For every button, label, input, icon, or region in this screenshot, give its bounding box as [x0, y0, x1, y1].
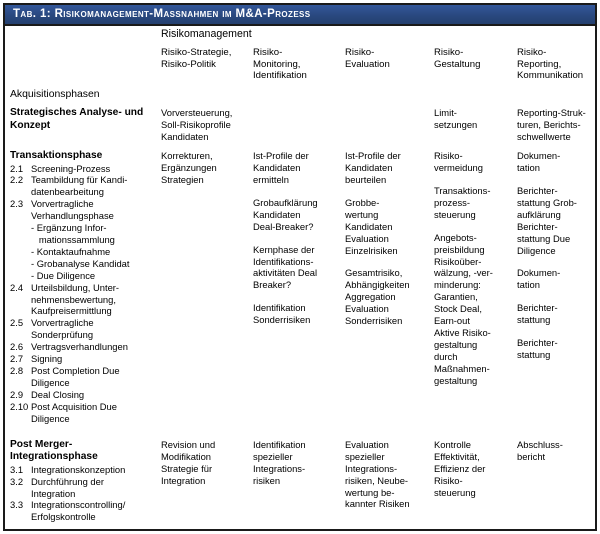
section-spacer-cell — [248, 86, 340, 104]
phase-step — [10, 329, 151, 341]
reporting-line: tation — [517, 279, 540, 291]
phase-step-number — [10, 186, 31, 198]
phase-step — [10, 365, 151, 377]
reporting-line: tation — [517, 162, 540, 174]
gestaltung-block — [434, 232, 507, 387]
strategie-line: Soll-Risikoprofile — [161, 119, 231, 131]
phase-step — [10, 488, 151, 500]
monitoring-line: Kandidaten — [253, 208, 301, 220]
evaluation-line: wertung — [345, 208, 379, 220]
evaluation-line: risiken, Neube- — [345, 474, 409, 486]
evaluation-line: Gesamtrisiko, — [345, 267, 403, 279]
reporting-block — [517, 337, 594, 361]
phase-step-number — [10, 305, 31, 317]
reporting-line: Reporting-Struk- — [517, 107, 586, 119]
phase-step-number — [10, 294, 31, 306]
column-header-line: Risiko- — [434, 47, 464, 59]
phase-step-number — [10, 329, 31, 341]
evaluation-line: Grobbe- — [345, 196, 380, 208]
gestaltung-line: Risiko- — [434, 474, 463, 486]
phase-step-label: Verhandlungsphase — [31, 210, 114, 222]
reporting-line: Berichter- — [517, 220, 558, 232]
reporting-line: bericht — [517, 450, 546, 462]
phase-step — [10, 317, 151, 329]
gestaltung-line: Aktive Risiko- — [434, 326, 491, 338]
evaluation-line: Evaluation — [345, 438, 389, 450]
gestaltung-line: Risikoüber- — [434, 255, 482, 267]
monitoring-line: Identifikations- — [253, 255, 314, 267]
evaluation-line: Integrations- — [345, 462, 398, 474]
evaluation-block — [345, 150, 424, 186]
cell-risiko-strategie — [156, 436, 248, 529]
phase-step-label: Durchführung der — [31, 475, 104, 487]
gestaltung-line: durch — [434, 350, 458, 362]
phase-step-label: Integrationskonzeption — [31, 463, 126, 475]
phase-step — [10, 341, 151, 353]
phase-step — [10, 413, 151, 425]
strategie-line: Strategie für — [161, 462, 213, 474]
evaluation-line: wertung be- — [345, 486, 395, 498]
monitoring-line: Grobaufklärung — [253, 196, 318, 208]
evaluation-line: Evaluation — [345, 232, 389, 244]
phase-step-label: Vorvertragliche — [31, 198, 94, 210]
reporting-line: aufklärung — [517, 208, 561, 220]
phase-step-number: 2.4 — [10, 281, 24, 293]
monitoring-line: aktivitäten Deal — [253, 267, 318, 279]
evaluation-line: kannter Risiken — [345, 498, 410, 510]
monitoring-line: Integrations- — [253, 462, 306, 474]
monitoring-block — [253, 197, 335, 233]
reporting-line: stattung — [517, 348, 551, 360]
gestaltung-line: Kontrolle — [434, 438, 472, 450]
monitoring-block — [253, 244, 335, 292]
reporting-line: Diligence — [517, 244, 556, 256]
phase-step — [10, 163, 151, 175]
column-header-risiko-evaluation — [340, 44, 429, 86]
reporting-line: Dokumen- — [517, 267, 561, 279]
gestaltung-line: Stock Deal, — [434, 303, 482, 315]
phase-step — [10, 499, 151, 511]
phase-step-list — [10, 163, 151, 425]
gestaltung-line: Transaktions- — [434, 184, 491, 196]
phase-step-number — [10, 210, 31, 222]
phase-title: Konzept — [10, 119, 51, 131]
phase-step-label: Kaufpreisermittlung — [31, 305, 112, 317]
phase-step-label: Post Completion Due — [31, 364, 120, 376]
strategie-line: Vorversteuerung, — [161, 107, 233, 119]
table-row — [5, 147, 599, 436]
section-spacer-cell — [340, 86, 429, 104]
phase-cell — [5, 104, 156, 147]
monitoring-line: spezieller — [253, 450, 293, 462]
phase-step-number: 2.2 — [10, 174, 24, 186]
phase-step-number: 2.6 — [10, 341, 24, 353]
monitoring-block — [253, 439, 335, 487]
reporting-line: stattung — [517, 314, 551, 326]
column-header-risiko-gestaltung — [429, 44, 512, 86]
evaluation-line: Sonderrisiken — [345, 315, 403, 327]
monitoring-line: Deal-Breaker? — [253, 220, 314, 232]
cell-risiko-strategie — [156, 147, 248, 436]
strategie-line: Modifikation — [161, 450, 212, 462]
evaluation-line: beurteilen — [345, 173, 387, 185]
strategie-line: Revision und — [161, 438, 216, 450]
phase-step — [10, 476, 151, 488]
column-header-line: Identifikation — [253, 70, 307, 82]
evaluation-line: Aggregation — [345, 291, 396, 303]
gestaltung-line: Maßnahmen- — [434, 362, 490, 374]
phase-step-label: Integration — [31, 487, 76, 499]
evaluation-block — [345, 197, 424, 257]
phase-step-number: 2.3 — [10, 198, 24, 210]
evaluation-line: Ist-Profile der — [345, 150, 401, 162]
evaluation-line: spezieller — [345, 450, 385, 462]
phase-step-number: 2.5 — [10, 317, 24, 329]
reporting-block — [517, 439, 594, 463]
phase-title: Integrationsphase — [10, 451, 98, 463]
column-header-line: Evaluation — [345, 58, 390, 70]
phase-step — [10, 294, 151, 306]
phase-title: Strategisches Analyse- und — [10, 107, 144, 119]
phase-step-number — [10, 377, 31, 389]
strategie-line: Integration — [161, 474, 206, 486]
phase-step-list — [10, 464, 151, 524]
figure-title-bar — [5, 5, 595, 26]
section-spacer-cell — [429, 86, 512, 104]
reporting-line: Berichter- — [517, 184, 558, 196]
gestaltung-line: Effektivität, — [434, 450, 480, 462]
gestaltung-line: Effizienz der — [434, 462, 486, 474]
phase-substep: - Kontaktaufnahme — [31, 245, 111, 257]
cell-risiko-evaluation — [340, 436, 429, 529]
figure-title: Tab. 1: Risikomanagement-Massnahmen im M&A-Prozess — [13, 8, 311, 20]
gestaltung-line: prozess- — [434, 196, 470, 208]
gestaltung-block — [434, 107, 507, 131]
table-column-header-row — [5, 44, 599, 86]
monitoring-line: Identifikation — [253, 438, 306, 450]
phase-step-label: Post Acquisition Due — [31, 400, 117, 412]
reporting-block — [517, 267, 594, 291]
cell-risiko-monitoring — [248, 147, 340, 436]
gestaltung-line: gestaltung — [434, 374, 478, 386]
cell-risiko-monitoring — [248, 104, 340, 147]
phase-substep: - Ergänzung Infor- — [31, 222, 107, 234]
monitoring-block — [253, 302, 335, 326]
phase-step — [10, 353, 151, 365]
monitoring-line: risiken — [253, 474, 281, 486]
evaluation-line: Evaluation — [345, 303, 389, 315]
reporting-line: Berichter- — [517, 337, 558, 349]
column-header-line: Risiko- — [517, 47, 547, 59]
phase-step — [10, 464, 151, 476]
column-header-line: Risiko-Strategie, — [161, 47, 232, 59]
phase-step-number: 2.1 — [10, 162, 24, 174]
reporting-block — [517, 150, 594, 174]
phase-step-label: Sonderprüfung — [31, 329, 94, 341]
phase-step-number: 2.9 — [10, 388, 24, 400]
monitoring-line: Breaker? — [253, 279, 292, 291]
cell-risiko-monitoring — [248, 436, 340, 529]
section-label-row — [5, 86, 599, 104]
evaluation-line: Abhängigkeiten — [345, 279, 410, 291]
cell-risiko-gestaltung — [429, 147, 512, 436]
phase-step-number: 2.8 — [10, 364, 24, 376]
header-blank-cell — [5, 44, 156, 86]
column-header-line: Reporting, — [517, 58, 562, 70]
strategie-line: Korrekturen, — [161, 150, 213, 162]
reporting-line: Abschluss- — [517, 438, 563, 450]
phase-step — [10, 174, 151, 186]
table-row — [5, 436, 599, 529]
gestaltung-line: wälzung, -ver- — [434, 267, 493, 279]
section-spacer-cell — [156, 86, 248, 104]
phase-cell — [5, 436, 156, 529]
phase-step-label: Erfolgskontrolle — [31, 511, 96, 523]
risk-management-table — [5, 26, 599, 529]
cell-risiko-gestaltung — [429, 436, 512, 529]
column-header-line: Gestaltung — [434, 58, 481, 70]
phase-step-label: Deal Closing — [31, 388, 85, 400]
gestaltung-block — [434, 439, 507, 499]
reporting-line: stattung Due — [517, 232, 571, 244]
column-header-line: Monitoring, — [253, 58, 301, 70]
phase-step-label: Vertragsverhandlungen — [31, 341, 128, 353]
gestaltung-line: Garantien, — [434, 291, 478, 303]
phase-step — [10, 511, 151, 523]
evaluation-line: Kandidaten — [345, 162, 393, 174]
strategie-line: Kandidaten — [161, 131, 209, 143]
phase-step-label: nehmensbewertung, — [31, 293, 116, 305]
monitoring-block — [253, 150, 335, 186]
gestaltung-line: preisbildung — [434, 243, 485, 255]
phase-step-label: Integrationscontrolling/ — [31, 499, 126, 511]
phase-step-label: datenbearbeitung — [31, 186, 104, 198]
monitoring-line: ermitteln — [253, 173, 289, 185]
strategie-block — [161, 107, 243, 143]
column-header-line: Risiko- — [345, 47, 375, 59]
phase-step — [10, 401, 151, 413]
phase-step-number — [10, 511, 31, 523]
section-label-akquisitionsphasen: Akquisitionsphasen — [10, 89, 100, 101]
column-header-risiko-strategie — [156, 44, 248, 86]
phase-step — [10, 377, 151, 389]
evaluation-block — [345, 267, 424, 327]
column-header-risiko-reporting — [512, 44, 599, 86]
phase-step — [10, 305, 151, 317]
table-frame — [3, 3, 597, 531]
phase-step — [10, 186, 151, 198]
cell-risiko-reporting — [512, 104, 599, 147]
table-group-header-row — [5, 26, 599, 44]
column-header-line: Risiko-Politik — [161, 58, 216, 70]
gestaltung-line: steuerung — [434, 208, 476, 220]
section-spacer-cell — [512, 86, 599, 104]
monitoring-line: Kandidaten — [253, 162, 301, 174]
phase-step-number: 3.3 — [10, 499, 24, 511]
evaluation-block — [345, 439, 424, 510]
cell-risiko-reporting — [512, 147, 599, 436]
phase-step-number — [10, 488, 31, 500]
phase-step — [10, 389, 151, 401]
phase-step-label: Signing — [31, 353, 63, 365]
reporting-line: Dokumen- — [517, 150, 561, 162]
strategie-block — [161, 150, 243, 186]
evaluation-line: Einzelrisiken — [345, 244, 398, 256]
reporting-line: Berichter- — [517, 302, 558, 314]
cell-risiko-strategie — [156, 104, 248, 147]
gestaltung-line: steuerung — [434, 486, 476, 498]
header-corner-cell — [5, 26, 156, 44]
reporting-block — [517, 107, 594, 143]
gestaltung-line: Earn-out — [434, 315, 470, 327]
phase-step-number: 3.2 — [10, 475, 24, 487]
monitoring-line: Identifikation — [253, 302, 306, 314]
phase-step-number — [10, 413, 31, 425]
gestaltung-line: Angebots- — [434, 231, 477, 243]
cell-risiko-evaluation — [340, 147, 429, 436]
gestaltung-block — [434, 185, 507, 221]
cell-risiko-gestaltung — [429, 104, 512, 147]
phase-step-label: Urteilsbildung, Unter- — [31, 281, 120, 293]
phase-substep: mationssammlung — [31, 234, 115, 246]
gestaltung-line: vermeidung — [434, 162, 483, 174]
strategie-line: Strategien — [161, 173, 204, 185]
phase-step-label: Teambildung für Kandi- — [31, 174, 128, 186]
reporting-block — [517, 302, 594, 326]
monitoring-line: Ist-Profile der — [253, 150, 309, 162]
cell-risiko-evaluation — [340, 104, 429, 147]
phase-substep: - Due Diligence — [31, 269, 96, 281]
table-row — [5, 104, 599, 147]
phase-step-number: 2.7 — [10, 353, 24, 365]
phase-step-number: 3.1 — [10, 463, 24, 475]
reporting-line: schwellwerte — [517, 131, 571, 143]
phase-substep: - Grobanalyse Kandidat — [31, 257, 130, 269]
gestaltung-line: Limit- — [434, 107, 457, 119]
gestaltung-block — [434, 150, 507, 174]
column-header-line: Kommunikation — [517, 70, 584, 82]
monitoring-line: Kernphase der — [253, 243, 315, 255]
strategie-line: Ergänzungen — [161, 162, 217, 174]
phase-step-number: 2.10 — [10, 400, 29, 412]
phase-title: Transaktionsphase — [10, 150, 103, 162]
reporting-line: turen, Berichts- — [517, 119, 581, 131]
strategie-block — [161, 439, 243, 487]
phase-step — [10, 198, 151, 210]
phase-step — [10, 282, 151, 294]
phase-step-label: Screening-Prozess — [31, 162, 111, 174]
cell-risiko-reporting — [512, 436, 599, 529]
gestaltung-line: setzungen — [434, 119, 478, 131]
reporting-line: stattung Grob- — [517, 196, 577, 208]
column-header-risiko-monitoring — [248, 44, 340, 86]
phase-step-label: Diligence — [31, 376, 70, 388]
group-header-risikomanagement: Risikomanagement — [161, 28, 252, 40]
reporting-block — [517, 185, 594, 256]
evaluation-line: Kandidaten — [345, 220, 393, 232]
gestaltung-line: gestaltung — [434, 338, 478, 350]
monitoring-line: Sonderrisiken — [253, 314, 311, 326]
phase-cell — [5, 147, 156, 436]
phase-step-label: Vorvertragliche — [31, 317, 94, 329]
phase-title: Post Merger- — [10, 438, 73, 450]
phase-step — [10, 210, 151, 222]
gestaltung-line: Risiko- — [434, 150, 463, 162]
column-header-line: Risiko- — [253, 47, 283, 59]
phase-step-label: Diligence — [31, 412, 70, 424]
gestaltung-line: minderung: — [434, 279, 481, 291]
